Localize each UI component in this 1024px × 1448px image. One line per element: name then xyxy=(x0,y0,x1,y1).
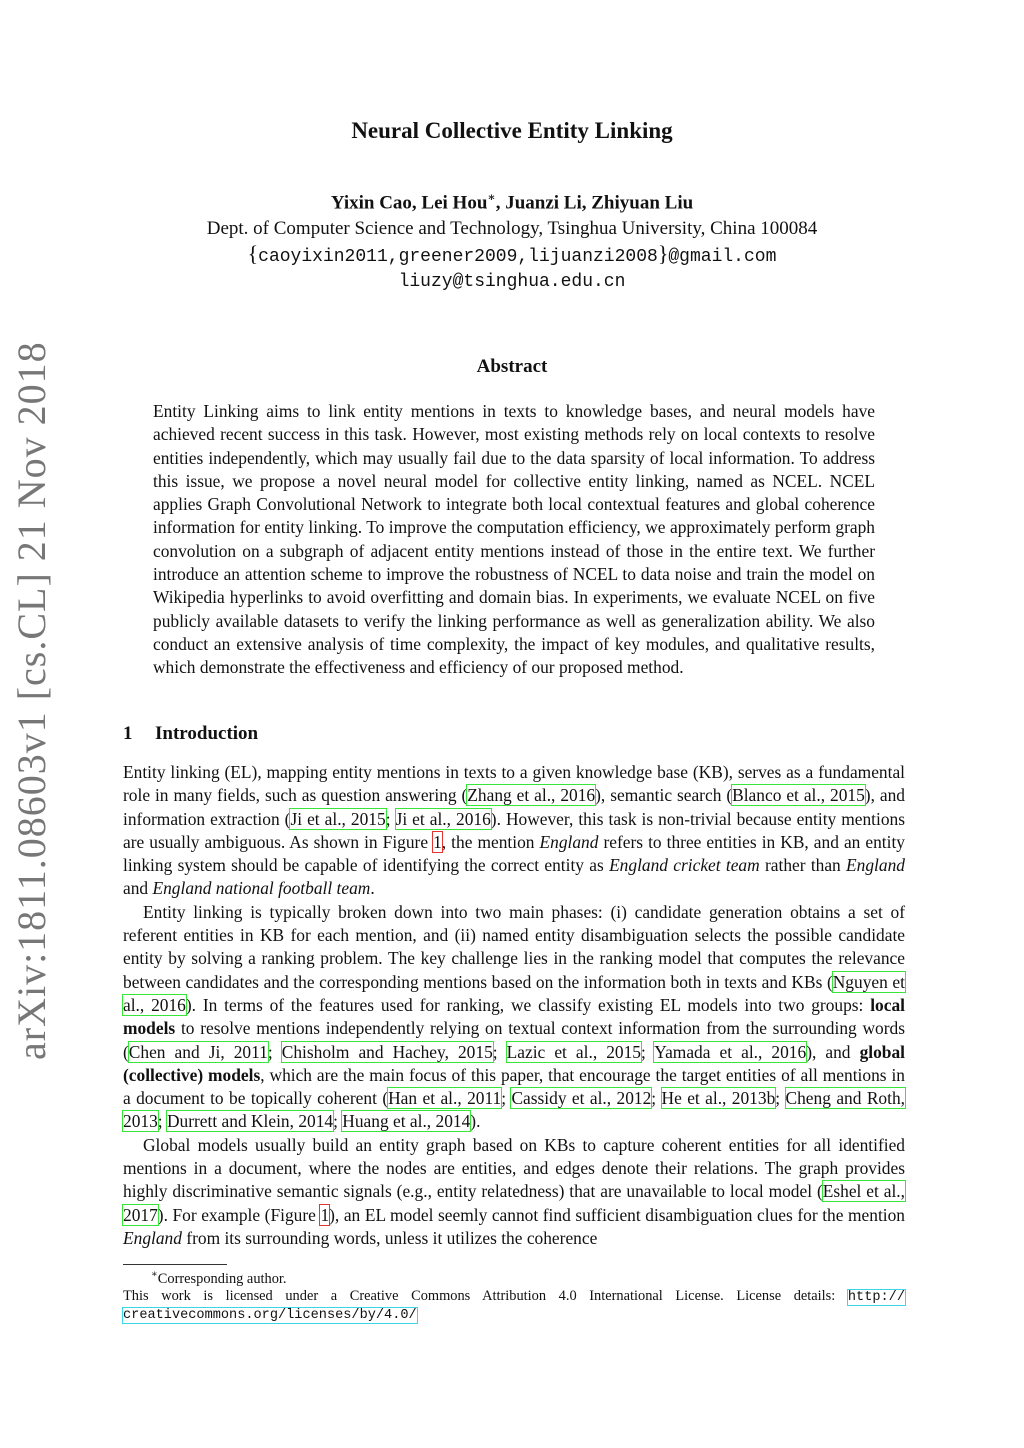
citation-link[interactable]: Cheng and Roth, 2013 xyxy=(123,1088,905,1132)
email-brace-close: } xyxy=(657,241,669,267)
intro-paragraph-3: Global models usually build an entity graph based on KBs to capture coherent entities for all identified mentions in a document, where the nodes are entities, and edges denote their relations. The graph provides highly discriminative semantic signals (e.g., entity relatedness) that are unavailable to local model (Eshel et al., 2017). For example (Figure 1), an EL model seemly cannot find sufficient disambiguation clues for the mention England from its surrounding words, unless it utilizes the coherence xyxy=(123,1134,905,1248)
license-url-link-part1[interactable]: http:// xyxy=(847,1289,905,1305)
figure-reference-link[interactable]: 1 xyxy=(433,831,442,852)
email-line-2: liuzy@tsinghua.edu.cn xyxy=(398,272,626,293)
email-domain: @gmail.com xyxy=(668,247,777,268)
citation-link[interactable]: Yamada et al., 2016 xyxy=(654,1041,807,1062)
footnote-mark: ∗ xyxy=(151,1269,158,1280)
citation-link[interactable]: Eshel et al., 2017 xyxy=(123,1181,905,1225)
citation-link[interactable]: Cassidy et al., 2012 xyxy=(511,1088,652,1109)
citation-link[interactable]: Zhang et al., 2016 xyxy=(467,785,596,806)
affiliation: Dept. of Computer Science and Technology, Tsinghua University, China 100084 xyxy=(206,218,818,240)
email-names: caoyixin2011,greener2009,lijuanzi2008 xyxy=(258,247,658,268)
footnote-text: Corresponding author. xyxy=(157,1270,287,1287)
author-block xyxy=(0,184,1024,295)
introduction-body xyxy=(123,761,905,1250)
figure-reference-link[interactable]: 1 xyxy=(320,1204,330,1225)
abstract-heading: Abstract xyxy=(476,356,548,377)
authors-rest: , Juanzi Li, Zhiyuan Liu xyxy=(495,192,694,214)
license-text: This work is licensed under a Creative Commons Attribution 4.0 International License. License details: xyxy=(123,1287,848,1304)
citation-link[interactable]: He et al., 2013b xyxy=(661,1088,776,1109)
section-title: Introduction xyxy=(155,723,259,744)
email-line-1 xyxy=(0,241,1024,270)
intro-paragraph-2: Entity linking is typically broken down into two main phases: (i) candidate generation obtains a set of referent entities in KB for each mention, and (ii) named entity disambiguation selects the possible candidate entity by solving a ranking problem. The key challenge lies in the ranking model that computes the relevance between candidates and the corresponding mentions based on the information both in texts and KBs (Nguyen et al., 2016). In terms of the features used for ranking, we classify existing EL models into two groups: local models to resolve mentions independently relying on textual context information from the surrounding words (Chen and Ji, 2011; Chisholm and Hachey, 2015; Lazic et al., 2015; Yamada et al., 2016), and global (collective) models, which are the main focus of this paper, that encourage the target entities of all mentions in a document to be topically coherent (Han et al., 2011; Cassidy et al., 2012; He et al., 2013b; Cheng and Roth, 2013; Durrett and Klein, 2014; Huang et al., 2014). xyxy=(123,901,905,1132)
citation-link[interactable]: Durrett and Klein, 2014 xyxy=(166,1111,334,1132)
authors-first: Yixin Cao, Lei Hou xyxy=(330,192,488,214)
citation-link[interactable]: Chen and Ji, 2011 xyxy=(128,1041,268,1062)
footnote-license xyxy=(123,1288,905,1306)
footnote-license-url-line xyxy=(123,1306,905,1324)
section-heading-introduction xyxy=(123,723,258,745)
footnote-corresponding-author xyxy=(123,1266,905,1288)
citation-link[interactable]: Lazic et al., 2015 xyxy=(506,1041,642,1062)
citation-link[interactable]: Ji et al., 2015 xyxy=(290,808,386,829)
citation-link[interactable]: Blanco et al., 2015 xyxy=(732,785,865,806)
abstract-text: Entity Linking aims to link entity mentions in texts to knowledge bases, and neural models have achieved recent success in this task. However, most existing methods rely on local contexts to resolve entities independently, which may usually fail due to the data sparsity of local information. To address this issue, we propose a novel neural model for collective entity linking, named as NCEL. NCEL applies Graph Convolutional Network to integrate both local contextual features and global coherence information for entity linking. To improve the computation efficiency, we approximately perform graph convolution on a subgraph of adjacent entity mentions instead of those in the entire text. We further introduce an attention scheme to improve the robustness of NCEL to data noise and train the model on Wikipedia hyperlinks to avoid overfitting and domain bias. In experiments, we evaluate NCEL on five publicly available datasets to verify the linking performance as well as generalization ability. We also conduct an extensive analysis of time complexity, the impact of key modules, and qualitative results, which demonstrate the effectiveness and efficiency of our proposed method. xyxy=(153,401,875,678)
license-url-link-part2[interactable]: creativecommons.org/licenses/by/4.0/ xyxy=(123,1307,417,1323)
citation-link[interactable]: Han et al., 2011 xyxy=(388,1088,502,1109)
footnotes xyxy=(123,1266,905,1324)
arxiv-identifier: arXiv:1811.08603v1 [cs.CL] 21 Nov 2018 xyxy=(9,341,54,1060)
citation-link[interactable]: Nguyen et al., 2016 xyxy=(123,971,905,1015)
author-list xyxy=(0,184,1024,216)
footnote-divider xyxy=(123,1264,227,1265)
email-brace-open: { xyxy=(247,241,259,267)
citation-link[interactable]: Ji et al., 2016 xyxy=(395,808,491,829)
citation-link[interactable]: Huang et al., 2014 xyxy=(342,1111,471,1132)
corresponding-author-mark: ∗ xyxy=(487,190,496,204)
citation-link[interactable]: Chisholm and Hachey, 2015 xyxy=(281,1041,493,1062)
paper-title: Neural Collective Entity Linking xyxy=(351,118,673,143)
intro-paragraph-1: Entity linking (EL), mapping entity mentions in texts to a given knowledge base (KB), serves as a fundamental role in many fields, such as question answering (Zhang et al., 2016), semantic search (Blanco et al., 2015), and information extraction (Ji et al., 2015; Ji et al., 2016). However, this task is non-trivial because entity mentions are usually ambiguous. As shown in Figure 1, the mention England refers to three entities in KB, and an entity linking system should be capable of identifying the correct entity as England cricket team rather than England and England national football team. xyxy=(123,762,906,899)
section-number: 1 xyxy=(123,723,133,744)
